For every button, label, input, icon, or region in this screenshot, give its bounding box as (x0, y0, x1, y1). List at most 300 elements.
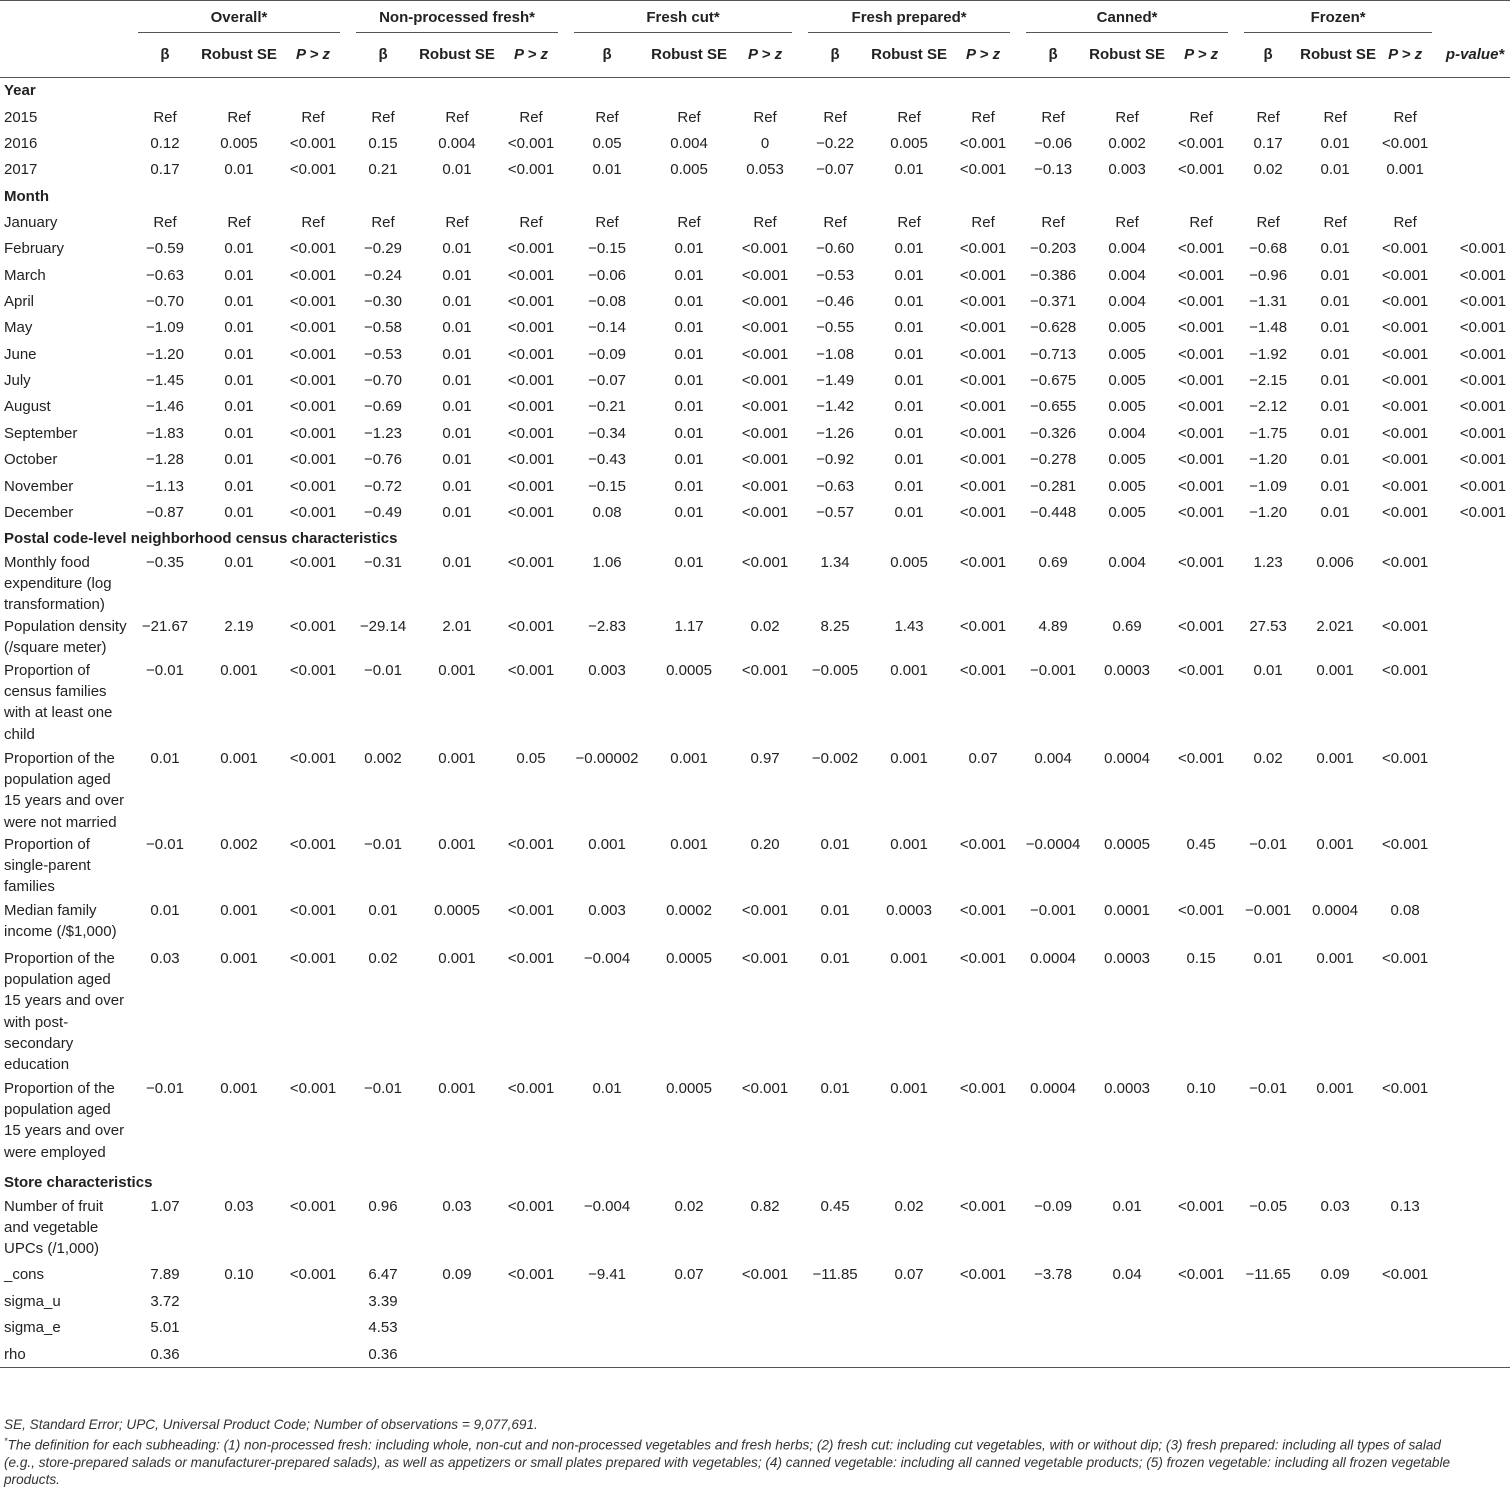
table-cell: Ref (595, 213, 619, 231)
table-cell: 0.01 (1320, 504, 1350, 522)
table-cell: 0.0004 (1312, 901, 1359, 919)
table-cell: 0.96 (368, 1197, 398, 1215)
table-cell: <0.001 (289, 553, 337, 571)
table-cell: 0.01 (1320, 451, 1350, 469)
table-cell: −0.05 (1249, 1197, 1288, 1215)
table-cell: −1.28 (146, 451, 184, 469)
table-cell: <0.001 (1459, 266, 1507, 284)
table-cell: 0.36 (130, 1341, 200, 1368)
table-cell: <0.001 (959, 901, 1007, 919)
table-row (0, 748, 1510, 834)
table-cell (200, 1315, 278, 1341)
table-cell: 0.01 (674, 398, 704, 416)
table-cell: −0.01 (1249, 1079, 1288, 1097)
table-cell: <0.001 (1177, 617, 1225, 635)
table-cell: Ref (1115, 108, 1139, 126)
table-cell: Ref (301, 108, 325, 126)
table-cell (1236, 1288, 1300, 1314)
table-cell: 0.001 (670, 749, 708, 767)
table-cell: 0.004 (1108, 240, 1146, 258)
table-cell: <0.001 (1381, 1266, 1429, 1284)
table-cell (1236, 1341, 1300, 1368)
table-cell: −0.53 (364, 345, 402, 363)
table-cell: 0.003 (588, 901, 626, 919)
table-cell (418, 1341, 496, 1368)
table-cell: Ref (897, 108, 921, 126)
table-cell: −0.35 (146, 553, 184, 571)
table-cell: 0.97 (750, 749, 780, 767)
row-label: Proportion of the population aged 15 years and over with post-secondary education (4, 949, 125, 1074)
row-label: July (4, 372, 31, 390)
table-cell: 0.02 (750, 617, 780, 635)
table-cell: 4.53 (368, 1319, 398, 1337)
table-cell: 0.01 (224, 424, 254, 442)
table-cell: <0.001 (289, 1266, 337, 1284)
table-cell: 7.89 (150, 1266, 180, 1284)
table-cell: −0.76 (364, 451, 402, 469)
table-cell (1088, 1341, 1166, 1368)
table-cell (1088, 1288, 1166, 1314)
table-cell: 0.45 (1186, 835, 1216, 853)
table-cell: 0.01 (820, 1079, 850, 1097)
table-cell: <0.001 (1381, 398, 1429, 416)
table-cell: Ref (971, 108, 995, 126)
table-cell (496, 1315, 566, 1341)
table-cell: <0.001 (1177, 1197, 1225, 1215)
row-label: November (4, 477, 74, 495)
table-cell: <0.001 (1177, 901, 1225, 919)
table-cell: −1.09 (1249, 477, 1288, 495)
table-cell: 0.053 (746, 161, 784, 179)
table-cell: −0.01 (146, 835, 184, 853)
table-cell: <0.001 (1177, 451, 1225, 469)
table-row (0, 473, 1510, 499)
table-cell (1088, 1315, 1166, 1341)
table-cell (1440, 1288, 1510, 1314)
table-cell: −0.46 (816, 292, 855, 310)
row-label: March (4, 266, 46, 284)
table-cell: 0.69 (1038, 553, 1068, 571)
table-cell: −0.01 (364, 661, 402, 679)
table-cell: <0.001 (1381, 477, 1429, 495)
table-cell: 0.01 (442, 161, 472, 179)
table-cell: −0.01 (146, 1079, 184, 1097)
table-cell: 0.02 (1253, 161, 1283, 179)
table-cell: −0.004 (583, 1197, 631, 1215)
table-row (0, 1196, 1510, 1262)
table-cell: 0.03 (442, 1197, 472, 1215)
table-cell: 0.01 (224, 372, 254, 390)
subhead-p: P > z (948, 33, 1018, 78)
table-cell: −0.29 (364, 240, 402, 258)
group-header-fresh-prepared: Fresh prepared* (800, 1, 1018, 34)
section-title: Month (4, 187, 49, 205)
table-cell: <0.001 (741, 372, 789, 390)
table-cell: <0.001 (959, 1197, 1007, 1215)
table-cell: <0.001 (1381, 504, 1429, 522)
table-cell: 3.39 (368, 1292, 398, 1310)
table-cell: 1.07 (150, 1197, 180, 1215)
table-cell: −0.13 (1034, 161, 1073, 179)
table-cell (800, 1288, 870, 1314)
table-cell: 0.10 (224, 1266, 254, 1284)
table-cell: 0.01 (894, 266, 924, 284)
table-cell: 0.02 (894, 1197, 924, 1215)
table-cell (648, 1341, 730, 1368)
table-cell: −0.281 (1029, 477, 1077, 495)
table-cell: 0.001 (220, 949, 258, 967)
table-cell: 0.0005 (666, 1079, 712, 1097)
table-cell: <0.001 (959, 266, 1007, 284)
table-cell: 0.005 (890, 134, 928, 152)
table-cell: 1.06 (592, 553, 622, 571)
row-label: Monthly food expenditure (log transformation) (4, 553, 112, 614)
table-cell: 0.005 (1108, 319, 1146, 337)
table-cell: 0.01 (894, 372, 924, 390)
table-cell: 0.003 (588, 661, 626, 679)
section-title: Store characteristics (4, 1174, 153, 1192)
table-row (0, 130, 1510, 156)
table-cell: 0.01 (150, 749, 180, 767)
table-cell: −0.00002 (575, 749, 639, 767)
table-cell: 1.43 (894, 617, 924, 635)
table-cell: 0.01 (442, 345, 472, 363)
table-cell: <0.001 (959, 398, 1007, 416)
table-cell: 0.01 (442, 451, 472, 469)
table-cell (730, 1315, 800, 1341)
table-cell: 0 (760, 134, 770, 152)
table-cell (1440, 660, 1510, 748)
table-cell: <0.001 (289, 424, 337, 442)
table-cell: 0.01 (1320, 424, 1350, 442)
table-cell: 0.01 (1320, 292, 1350, 310)
table-cell: 0.01 (894, 292, 924, 310)
table-cell: 2.01 (442, 617, 472, 635)
table-cell: −1.42 (816, 398, 855, 416)
table-cell: 0.07 (674, 1266, 704, 1284)
table-cell: 0.01 (224, 240, 254, 258)
table-cell: 0.003 (1108, 161, 1146, 179)
table-cell: −0.002 (811, 749, 859, 767)
table-cell: 0.005 (1108, 372, 1146, 390)
table-cell: −1.08 (816, 345, 855, 363)
table-cell (1300, 1341, 1370, 1368)
group-header-fresh-cut: Fresh cut* (566, 1, 800, 34)
table-cell: <0.001 (1177, 240, 1225, 258)
table-cell: <0.001 (1459, 477, 1507, 495)
table-cell (1300, 1288, 1370, 1314)
table-cell: 0.05 (592, 134, 622, 152)
table-cell: −0.278 (1029, 451, 1077, 469)
table-cell: <0.001 (507, 451, 555, 469)
table-cell: −0.0004 (1025, 835, 1081, 853)
subhead-robust-se: Robust SE (200, 33, 278, 78)
subhead-beta: β (130, 33, 200, 78)
table-cell (1166, 1341, 1236, 1368)
table-cell: 0.01 (592, 1079, 622, 1097)
table-cell (1440, 104, 1510, 130)
table-cell: <0.001 (959, 949, 1007, 967)
table-cell: −0.58 (364, 319, 402, 337)
table-cell: 0.01 (674, 345, 704, 363)
table-cell: <0.001 (741, 345, 789, 363)
subheader-row (0, 33, 1510, 78)
section-header (0, 78, 1510, 105)
table-cell: <0.001 (741, 398, 789, 416)
table-cell (730, 1288, 800, 1314)
table-cell: <0.001 (1381, 345, 1429, 363)
table-cell: <0.001 (959, 372, 1007, 390)
table-cell: 0.0004 (1104, 749, 1151, 767)
table-cell: Ref (1041, 213, 1065, 231)
row-label: 2017 (4, 161, 38, 179)
table-cell: −0.713 (1029, 345, 1077, 363)
table-cell: Ref (519, 213, 543, 231)
row-label: rho (0, 1341, 130, 1368)
table-cell: −0.07 (588, 372, 627, 390)
table-cell: 0.07 (968, 749, 998, 767)
table-cell: 0.002 (220, 835, 258, 853)
table-cell: −0.55 (816, 319, 855, 337)
table-cell: <0.001 (1381, 749, 1429, 767)
table-cell: 0.001 (220, 1079, 258, 1097)
table-cell: <0.001 (1177, 424, 1225, 442)
table-cell: <0.001 (1177, 661, 1225, 679)
table-cell: <0.001 (741, 424, 789, 442)
table-row (0, 315, 1510, 341)
table-cell: −0.01 (364, 835, 402, 853)
subhead-p: P > z (730, 33, 800, 78)
row-label: 2015 (4, 108, 38, 126)
table-cell: Ref (1115, 213, 1139, 231)
table-cell: −1.26 (816, 424, 855, 442)
table-cell: 0.001 (1316, 835, 1354, 853)
table-cell: Ref (227, 108, 251, 126)
footnote-definitions: *The definition for each subheading: (1) non-processed fresh: including whole, non-cut and non-processed vegetables and fresh herbs; (2) fresh cut: including cut vegetables, with or without dip; (3) fresh prepared: including all types of salad (e.g., store-prepared salads or manufacturer-prepared salads), as well as appetizers or small plates prepared with vegetables; (4) canned vegetable: including all canned vegetable products; (5) frozen vegetable: including all frozen vegetable products. (4, 1436, 1451, 1488)
table-row (0, 341, 1510, 367)
table-cell: −1.09 (146, 319, 184, 337)
table-cell: <0.001 (1381, 240, 1429, 258)
table-cell: 0.01 (674, 477, 704, 495)
table-cell: −0.49 (364, 504, 402, 522)
table-cell: <0.001 (1381, 661, 1429, 679)
table-cell: 0.04 (1112, 1266, 1142, 1284)
table-cell: 0.0003 (1104, 1079, 1151, 1097)
table-cell: <0.001 (959, 504, 1007, 522)
table-cell: −1.20 (1249, 451, 1288, 469)
table-cell: −1.92 (1249, 345, 1288, 363)
table-cell: −0.203 (1029, 240, 1077, 258)
table-cell: 0.005 (1108, 477, 1146, 495)
table-cell (948, 1288, 1018, 1314)
table-cell: 0.01 (1320, 266, 1350, 284)
table-cell: <0.001 (741, 451, 789, 469)
subhead-beta: β (1018, 33, 1088, 78)
table-cell: <0.001 (1381, 835, 1429, 853)
row-label: 2016 (4, 134, 38, 152)
table-cell: 0.01 (1320, 372, 1350, 390)
subhead-robust-se: Robust SE (1088, 33, 1166, 78)
table-cell: 0.69 (1112, 617, 1142, 635)
table-row (0, 1078, 1510, 1170)
table-cell: 0.01 (442, 504, 472, 522)
table-cell: 0.001 (890, 1079, 928, 1097)
table-cell: 0.01 (1112, 1197, 1142, 1215)
table-cell: <0.001 (507, 661, 555, 679)
group-header-non-processed-fresh: Non-processed fresh* (348, 1, 566, 34)
table-cell: 0.01 (1320, 319, 1350, 337)
table-cell: Ref (153, 213, 177, 231)
table-cell: 0.01 (1320, 134, 1350, 152)
table-cell (418, 1288, 496, 1314)
table-cell: 0.0003 (1104, 661, 1151, 679)
table-cell: <0.001 (741, 1079, 789, 1097)
table-cell: −0.01 (1249, 835, 1288, 853)
table-cell: 0.02 (1253, 749, 1283, 767)
table-cell: <0.001 (1177, 553, 1225, 571)
table-cell: 0.01 (442, 477, 472, 495)
table-cell: <0.001 (507, 319, 555, 337)
table-cell (1440, 157, 1510, 183)
table-cell: <0.001 (1177, 161, 1225, 179)
table-cell (1440, 616, 1510, 660)
table-row (0, 1341, 1510, 1368)
table-cell: <0.001 (1381, 319, 1429, 337)
table-cell: −9.41 (588, 1266, 627, 1284)
table-cell: −0.31 (364, 553, 402, 571)
table-cell: <0.001 (1459, 319, 1507, 337)
table-cell: −0.22 (816, 134, 855, 152)
table-cell (278, 1288, 348, 1314)
table-cell (566, 1288, 648, 1314)
table-cell: <0.001 (507, 424, 555, 442)
row-label: February (4, 240, 65, 258)
table-cell (496, 1341, 566, 1368)
group-header-canned: Canned* (1018, 1, 1236, 34)
table-cell: −1.13 (146, 477, 184, 495)
table-cell: 0.01 (894, 319, 924, 337)
table-cell: <0.001 (959, 161, 1007, 179)
table-cell (200, 1341, 278, 1368)
table-cell: 0.01 (442, 292, 472, 310)
table-row (0, 1315, 1510, 1341)
table-cell: 0.01 (894, 398, 924, 416)
table-cell: −0.63 (146, 266, 184, 284)
table-cell: 0.01 (894, 504, 924, 522)
table-cell: −0.005 (811, 661, 859, 679)
table-cell: −1.48 (1249, 319, 1288, 337)
table-cell: −11.65 (1245, 1266, 1291, 1284)
table-cell: Ref (1189, 213, 1213, 231)
table-cell (870, 1288, 948, 1314)
table-cell: Ref (1041, 108, 1065, 126)
table-cell: 0.01 (894, 424, 924, 442)
row-label: Population density (/square meter) (4, 617, 127, 657)
table-cell: 0.001 (670, 835, 708, 853)
table-cell (800, 1315, 870, 1341)
table-cell: <0.001 (1177, 134, 1225, 152)
table-body (0, 78, 1510, 1368)
table-cell: <0.001 (1381, 424, 1429, 442)
table-cell: 0.01 (442, 319, 472, 337)
table-cell: 0.01 (442, 266, 472, 284)
table-row (0, 660, 1510, 748)
row-label: January (4, 213, 58, 231)
table-cell: <0.001 (741, 319, 789, 337)
table-cell: <0.001 (507, 901, 555, 919)
table-cell: <0.001 (289, 749, 337, 767)
table-cell: −0.92 (816, 451, 855, 469)
table-cell: 0.0005 (666, 949, 712, 967)
table-cell: −0.30 (364, 292, 402, 310)
table-cell: <0.001 (959, 1266, 1007, 1284)
table-cell: <0.001 (507, 477, 555, 495)
table-cell: 6.47 (368, 1266, 398, 1284)
table-cell: <0.001 (289, 345, 337, 363)
table-cell (1440, 1262, 1510, 1288)
table-cell (1440, 552, 1510, 616)
table-cell: −11.85 (812, 1266, 858, 1284)
table-cell: <0.001 (507, 1266, 555, 1284)
table-cell: <0.001 (289, 617, 337, 635)
table-row (0, 499, 1510, 525)
table-cell: 0.13 (1390, 1197, 1420, 1215)
table-cell: <0.001 (1459, 424, 1507, 442)
table-cell: 0.001 (890, 661, 928, 679)
group-header-overall: Overall* (130, 1, 348, 34)
table-cell (278, 1341, 348, 1368)
table-cell: 0.0004 (1030, 949, 1077, 967)
table-cell: −0.70 (146, 292, 184, 310)
table-row (0, 1262, 1510, 1288)
subhead-robust-se: Robust SE (418, 33, 496, 78)
table-cell: −0.004 (583, 949, 631, 967)
table-cell: 0.03 (150, 949, 180, 967)
table-cell: <0.001 (289, 901, 337, 919)
table-cell: 4.89 (1038, 617, 1068, 635)
table-cell: −0.01 (364, 1079, 402, 1097)
table-cell: 0.01 (674, 292, 704, 310)
table-cell: −0.371 (1029, 292, 1077, 310)
table-row (0, 104, 1510, 130)
table-cell: −0.59 (146, 240, 184, 258)
table-cell: <0.001 (1381, 553, 1429, 571)
table-row (0, 447, 1510, 473)
table-cell: −1.83 (146, 424, 184, 442)
table-cell: <0.001 (1381, 949, 1429, 967)
table-cell: −2.15 (1249, 372, 1288, 390)
table-cell: 0.001 (438, 835, 476, 853)
table-cell: <0.001 (741, 292, 789, 310)
table-cell: <0.001 (1177, 477, 1225, 495)
table-cell: 0.01 (674, 451, 704, 469)
table-cell: −0.87 (146, 504, 184, 522)
table-cell: <0.001 (289, 372, 337, 390)
table-cell: 0.005 (1108, 345, 1146, 363)
table-cell: <0.001 (959, 1079, 1007, 1097)
row-label: May (4, 319, 33, 337)
section-header (0, 183, 1510, 209)
table-cell: 0.01 (442, 398, 472, 416)
table-cell: <0.001 (741, 240, 789, 258)
footnote-abbreviations: SE, Standard Error; UPC, Universal Product Code; Number of observations = 9,077,691. (4, 1417, 538, 1432)
table-cell: <0.001 (959, 477, 1007, 495)
table-cell: 0.001 (438, 1079, 476, 1097)
table-cell: <0.001 (507, 398, 555, 416)
row-label: June (4, 345, 37, 363)
table-cell: <0.001 (1459, 292, 1507, 310)
table-footnotes (4, 1416, 1456, 1488)
